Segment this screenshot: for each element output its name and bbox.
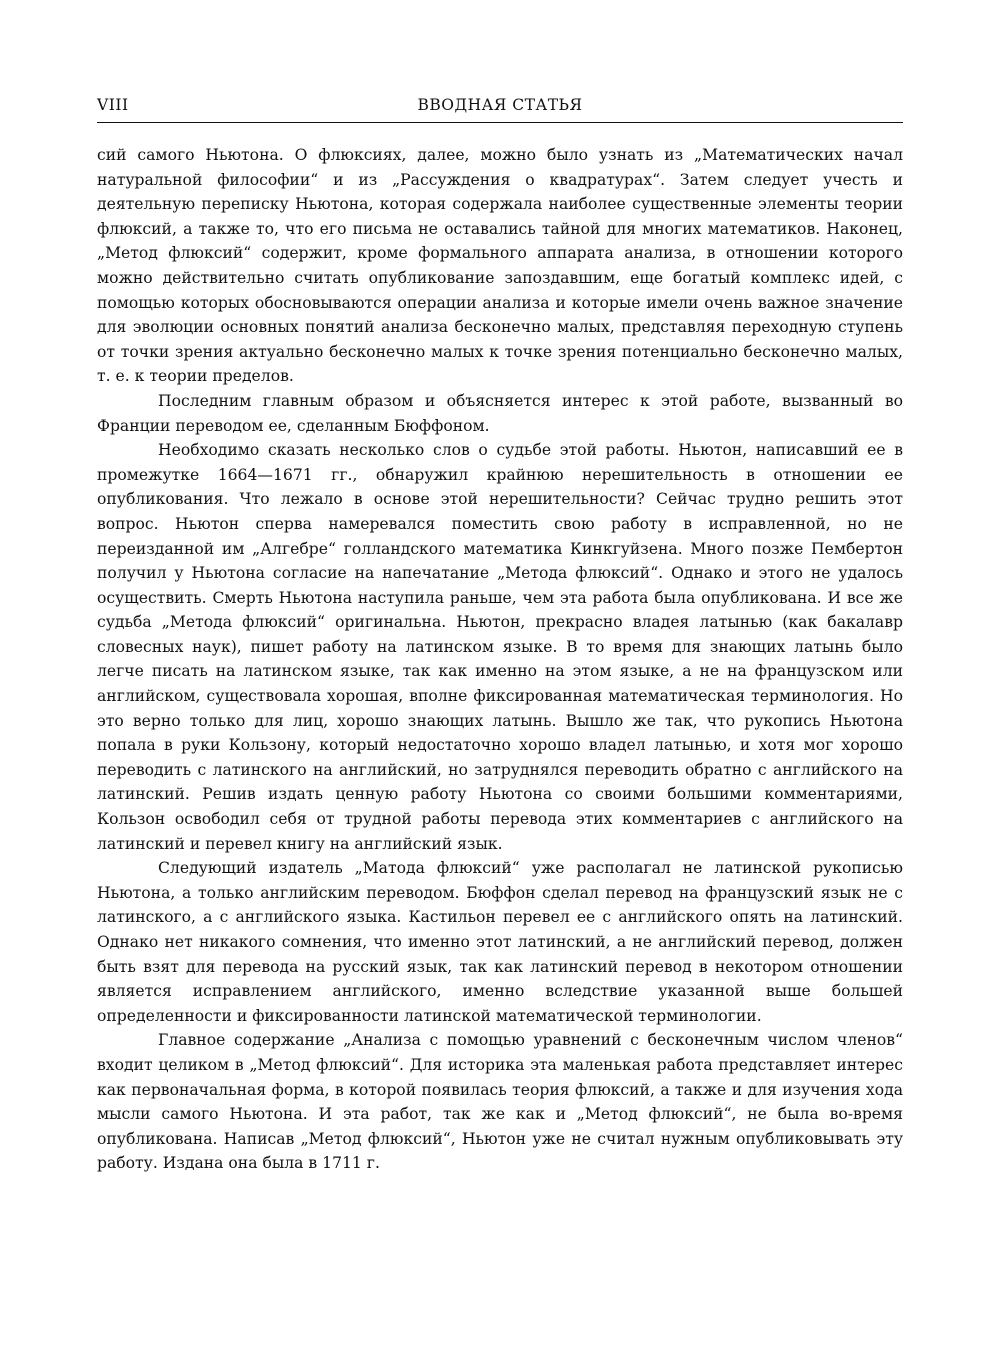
header-rule [97,122,903,123]
paragraph: Необходимо сказать несколько слов о судьбе этой работы. Ньютон, написавший ее в промежутке 1664—1671 гг., обнаружил крайнюю нерешительность в отношении ее опубликования. Что лежало в основе этой нерешительности? Сейчас трудно решить этот вопрос. Ньютон сперва намеревался поместить свою работу в исправленной, но не переизданной им „Алгебре“ голландского математика Кинкгуйзена. Много позже Пембертон получил у Ньютона согласие на напечатание „Метода флюксий“. Однако и этого не удалось осуществить. Смерть Ньютона наступила раньше, чем эта работа была опубликована. И все же судьба „Метода флюксий“ оригинальна. Ньютон, прекрасно владея латынью (как бакалавр словесных наук), пишет работу на латинском языке. В то время для знающих латынь было легче писать на латинском языке, так как именно на этом языке, а не на французском или английском, существовала хорошая, вполне фиксированная математическая терминология. Но это верно только для лиц, хорошо знающих латынь. Вышло же так, что рукопись Ньютона попала в руки Кользону, который недостаточно хорошо владел латынью, и хотя мог хорошо переводить с латинского на английский, но затруднялся переводить обратно с английского на латинский. Решив издать ценную работу Ньютона со своими большими комментариями, Кользон освободил себя от трудной работы перевода этих комментариев с английского на латинский и перевел книгу на английский язык. [97,441,903,853]
running-head [97,96,903,120]
book-page [97,96,903,1176]
paragraph: Главное содержание „Анализа с помощью уравнений с бесконечным числом членов“ входит целиком в „Метод флюксий“. Для историка эта маленькая работа представляет интерес как первоначальная форма, в которой появилась теория флюксий, а также и для изучения хода мысли самого Ньютона. И эта работ, так же как и „Метод флюксий“, не была во-время опубликована. Написав „Метод флюксий“, Ньютон уже не считал нужным опубликовывать эту работу. Издана она была в 1711 г. [97,1031,903,1173]
paragraph-continuation: сий самого Ньютона. О флюксиях, далее, можно было узнать из „Математических начал натуральной философии“ и из „Рассуждения о квадратурах“. Затем следует учесть и деятельную переписку Ньютона, которая содержала наиболее существенные элементы теории флюксий, а также то, что его письма не оставались тайной для многих математиков. Наконец, „Метод флюксий“ содержит, кроме формального аппарата анализа, в отношении которого можно действительно считать опубликование запоздавшим, еще богатый комплекс идей, с помощью которых обосновываются операции анализа и которые имели очень важное значение для эволюции основных понятий анализа бесконечно малых, представляя переходную ступень от точки зрения актуально бесконечно малых к точке зрения потенциально бесконечно малых, т. е. к теории пределов. [97,146,903,386]
paragraph: Последним главным образом и объясняется интерес к этой работе, вызванный во Франции переводом ее, сделанным Бюффоном. [97,391,903,435]
page-number: VIII [97,96,129,114]
chapter-title: ВВОДНАЯ СТАТЬЯ [417,96,583,114]
paragraph: Следующий издатель „Матода флюксий“ уже располагал не латинской рукописью Ньютона, а только английским переводом. Бюффон сделал перевод на французский язык не с латинского, а с английского языка. Кастильон перевел ее с английского опять на латинский. Однако нет никакого сомнения, что именно этот латинский, а не английский перевод, должен быть взят для перевода на русский язык, так как латинский перевод в некотором отношении является исправлением английского, именно вследствие указанной выше большей определенности и фиксированности латинской математической терминологии. [97,859,903,1025]
body-text [97,143,903,1176]
